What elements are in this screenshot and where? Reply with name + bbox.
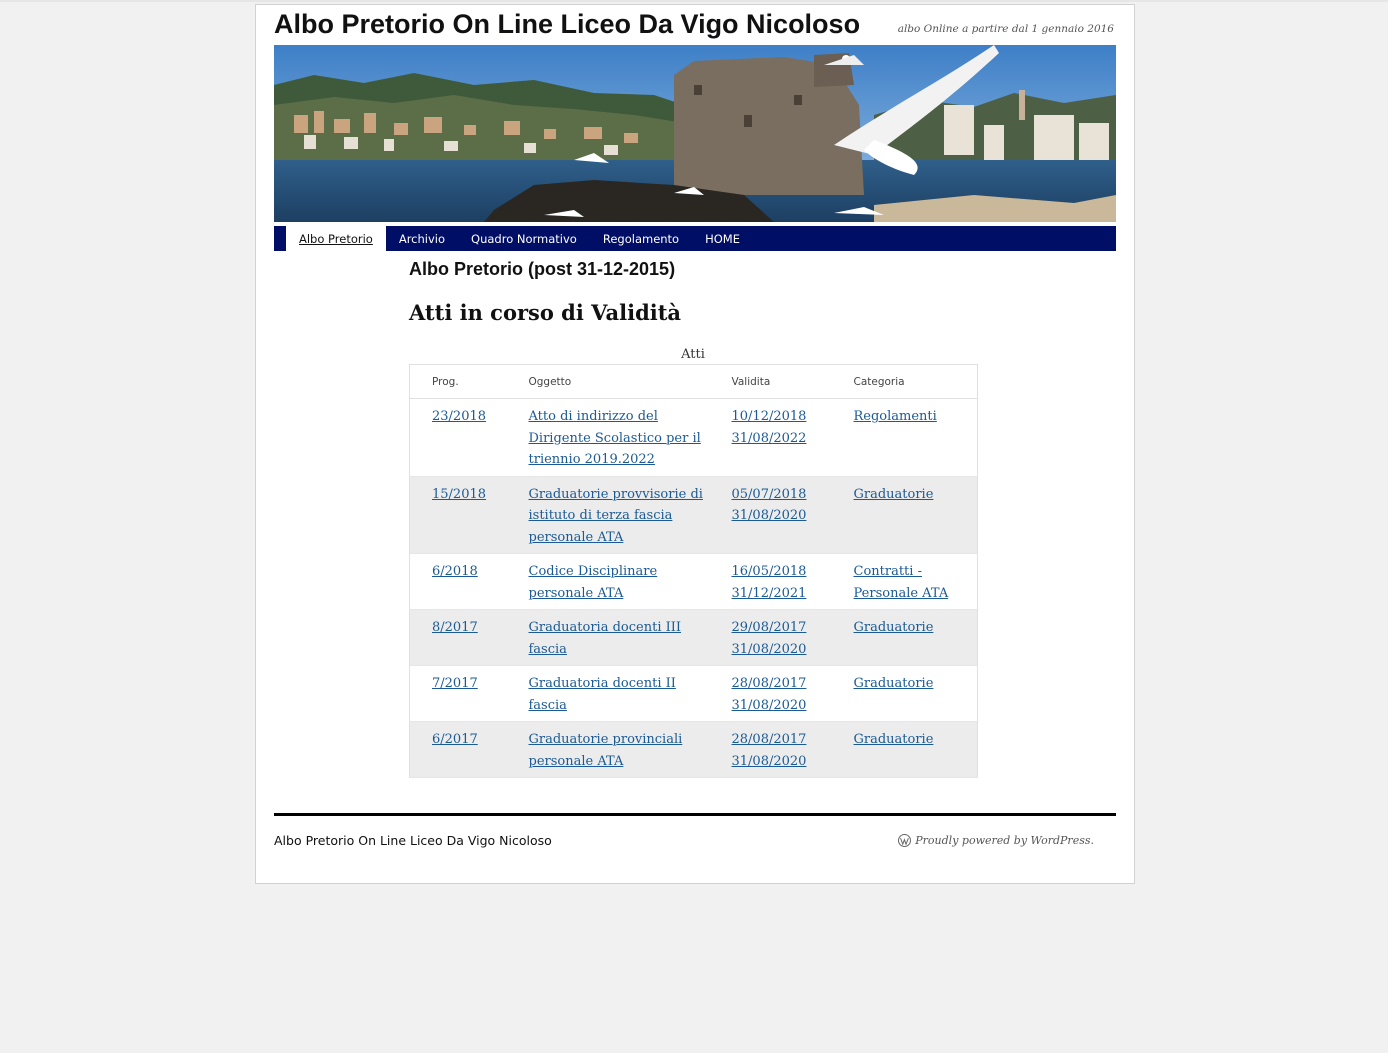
categoria-link[interactable]: Graduatorie <box>853 676 934 691</box>
cell-prog <box>410 722 507 778</box>
cell-oggetto <box>507 610 710 666</box>
oggetto-link[interactable]: Graduatoria docenti II fascia <box>528 676 676 713</box>
nav-menu <box>274 226 1116 251</box>
cell-oggetto <box>507 722 710 778</box>
table-row <box>410 722 978 778</box>
categoria-link[interactable]: Graduatorie <box>853 486 934 502</box>
header-image <box>274 45 1116 222</box>
site-title[interactable]: Albo Pretorio On Line Liceo Da Vigo Nicoloso <box>274 9 861 39</box>
oggetto-link[interactable]: Codice Disciplinare personale ATA <box>528 564 658 601</box>
validita-from-link[interactable]: 16/05/2018 <box>731 564 807 579</box>
footer-divider <box>274 813 1116 816</box>
cell-validita <box>710 722 832 778</box>
nav-item-quadro-normativo[interactable]: Quadro Normativo <box>471 231 577 246</box>
section-title: Atti in corso di Validità <box>409 300 682 325</box>
cell-prog <box>410 610 507 666</box>
cell-oggetto <box>507 476 710 554</box>
cell-categoria <box>832 399 978 477</box>
nav-item-albo-pretorio[interactable]: Albo Pretorio <box>286 226 386 251</box>
header-oggetto: Oggetto <box>507 365 710 399</box>
validita-from-link[interactable]: 29/08/2017 <box>731 620 807 635</box>
cell-oggetto <box>507 666 710 722</box>
nav-item-regolamento[interactable]: Regolamento <box>602 231 680 246</box>
atti-table <box>409 364 978 778</box>
cell-validita <box>710 554 832 610</box>
prog-link[interactable]: 7/2017 <box>432 676 478 691</box>
cell-categoria <box>832 554 978 610</box>
cell-validita <box>710 610 832 666</box>
oggetto-link[interactable]: Graduatorie provvisorie di istituto di terza fascia personale ATA <box>528 486 703 545</box>
cell-prog <box>410 666 507 722</box>
prog-link[interactable]: 6/2017 <box>432 732 478 747</box>
browser-top-rule <box>0 0 1388 2</box>
prog-link[interactable]: 23/2018 <box>432 409 487 424</box>
cell-prog <box>410 554 507 610</box>
validita-to-link[interactable]: 31/08/2020 <box>731 641 807 657</box>
cell-prog <box>410 399 507 477</box>
categoria-link[interactable]: Regolamenti <box>853 409 937 424</box>
header-prog: Prog. <box>410 365 507 399</box>
validita-from-link[interactable]: 10/12/2018 <box>731 409 807 424</box>
footer-site-name[interactable]: Albo Pretorio On Line Liceo Da Vigo Nicoloso <box>274 833 552 848</box>
cell-validita <box>710 666 832 722</box>
validita-from-link[interactable]: 28/08/2017 <box>731 676 807 691</box>
cell-categoria <box>832 722 978 778</box>
validita-from-link[interactable]: 28/08/2017 <box>731 732 807 747</box>
validita-from-link[interactable]: 05/07/2018 <box>731 486 807 502</box>
categoria-link[interactable]: Contratti - Personale ATA <box>853 564 949 601</box>
cell-validita <box>710 476 832 554</box>
cell-oggetto <box>507 399 710 477</box>
validita-to-link[interactable]: 31/08/2022 <box>731 430 807 446</box>
table-row <box>410 610 978 666</box>
prog-link[interactable]: 15/2018 <box>432 486 487 502</box>
nav-item-archivio[interactable]: Archivio <box>398 231 446 246</box>
prog-link[interactable]: 6/2018 <box>432 564 478 579</box>
footer-powered-by[interactable] <box>898 834 1094 847</box>
prog-link[interactable]: 8/2017 <box>432 620 478 635</box>
validita-to-link[interactable]: 31/08/2020 <box>731 753 807 769</box>
cell-categoria <box>832 666 978 722</box>
cell-oggetto <box>507 554 710 610</box>
categoria-link[interactable]: Graduatorie <box>853 620 934 635</box>
table-row <box>410 666 978 722</box>
powered-by-text: Proudly powered by WordPress. <box>915 834 1094 847</box>
table-caption: Atti <box>681 347 705 362</box>
cell-prog <box>410 476 507 554</box>
table-row <box>410 399 978 477</box>
table-row <box>410 476 978 554</box>
nav-item-home[interactable]: HOME <box>705 231 740 246</box>
post-title: Albo Pretorio (post 31-12-2015) <box>409 259 676 279</box>
main-content <box>409 259 977 778</box>
cell-categoria <box>832 476 978 554</box>
validita-to-link[interactable]: 31/08/2020 <box>731 508 807 523</box>
site-description: albo Online a partire dal 1 gennaio 2016 <box>897 23 1114 35</box>
wordpress-icon <box>898 834 911 847</box>
page-container <box>255 4 1135 884</box>
table-header-row <box>410 365 978 399</box>
table-row <box>410 554 978 610</box>
oggetto-link[interactable]: Atto di indirizzo del Dirigente Scolastico per il triennio 2019.2022 <box>528 409 701 467</box>
header-categoria: Categoria <box>832 365 978 399</box>
cell-categoria <box>832 610 978 666</box>
validita-to-link[interactable]: 31/12/2021 <box>731 585 807 601</box>
categoria-link[interactable]: Graduatorie <box>853 732 934 747</box>
header-validita: Validita <box>710 365 832 399</box>
main-navigation <box>274 226 1116 251</box>
validita-to-link[interactable]: 31/08/2020 <box>731 697 807 713</box>
oggetto-link[interactable]: Graduatorie provinciali personale ATA <box>528 732 683 769</box>
cell-validita <box>710 399 832 477</box>
oggetto-link[interactable]: Graduatoria docenti III fascia <box>528 620 682 657</box>
